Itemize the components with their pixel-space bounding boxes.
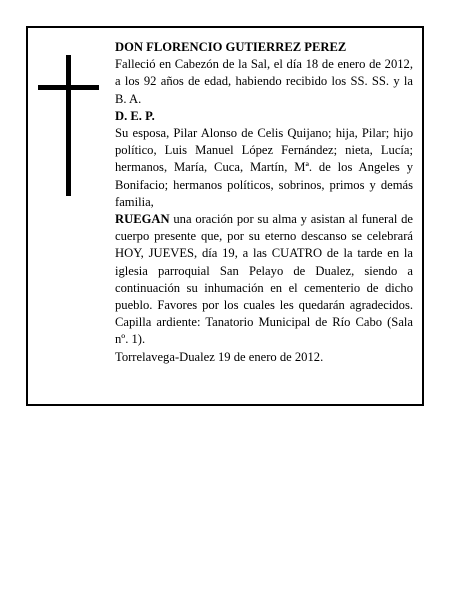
cross-vertical-bar bbox=[66, 55, 71, 196]
family-list: Su esposa, Pilar Alonso de Celis Quijano; hija, Pilar; hijo político, Luis Manuel López Fernández; nieta, Lucía; hermanos, María, Cuca, Martín, Mª. de los Angeles y Bonifacio; hermanos políticos, sobrinos, primos y demás familia, bbox=[115, 126, 413, 209]
request-lead-word: RUEGAN bbox=[115, 212, 170, 227]
dep-line: D. E. P. bbox=[115, 108, 155, 123]
obituary-text bbox=[115, 39, 413, 366]
death-details: Falleció en Cabezón de la Sal, el día 18 de enero de 2012, a los 92 años de edad, habiendo recibido los SS. SS. y la B. A. bbox=[115, 57, 413, 106]
request-text: una oración por su alma y asistan al funeral de cuerpo presente que, por su eterno descanso se celebrará HOY, JUEVES, día 19, a las CUATRO de la tarde en la iglesia parroquial San Pelayo de Dualez, siendo a continuación su inhumación en el cementerio de dicho pueblo. Favores por los cuales les quedarán agradecidos. Capilla ardiente: Tanatorio Municipal de Río Cabo (Sala nº. 1). bbox=[115, 212, 413, 347]
deceased-name: DON FLORENCIO GUTIERREZ PEREZ bbox=[115, 40, 347, 54]
cross-horizontal-bar bbox=[38, 85, 99, 90]
obituary-notice bbox=[26, 26, 424, 406]
place-date: Torrelavega-Dualez 19 de enero de 2012. bbox=[115, 349, 324, 364]
funeral-request bbox=[115, 211, 413, 349]
